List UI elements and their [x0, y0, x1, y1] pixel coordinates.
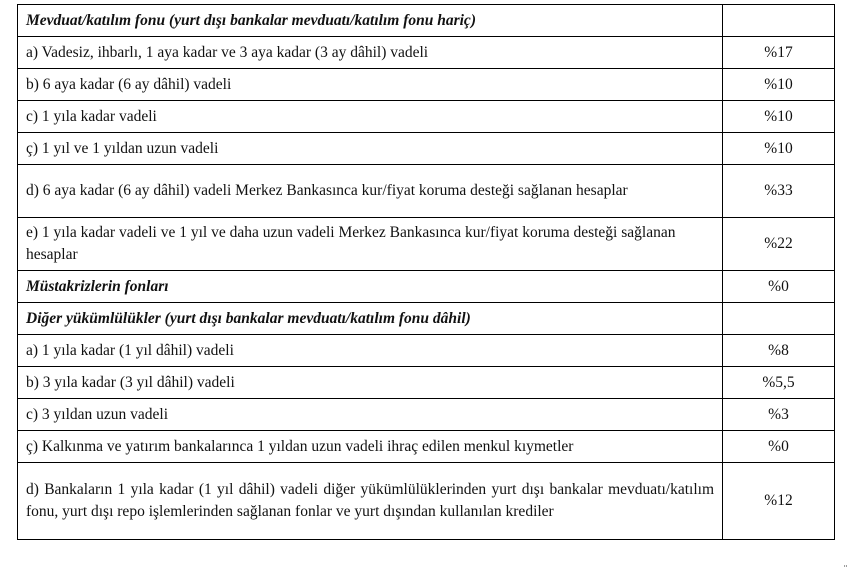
rate-cell: %10	[723, 69, 835, 101]
table-row	[18, 399, 835, 431]
section-header-lender-funds: Müstakrizlerin fonları	[18, 271, 723, 303]
rate-cell: %10	[723, 133, 835, 165]
table-row	[18, 271, 835, 303]
table-row	[18, 303, 835, 335]
table-row	[18, 5, 835, 37]
row-label: e) 1 yıla kadar vadeli ve 1 yıl ve daha uzun vadeli Merkez Bankasınca kur/fiyat koruma desteği sağlanan hesaplar	[18, 218, 723, 271]
section-header-deposits: Mevduat/katılım fonu (yurt dışı bankalar mevduatı/katılım fonu hariç)	[18, 5, 723, 37]
row-label: a) 1 yıla kadar (1 yıl dâhil) vadeli	[18, 335, 723, 367]
rate-cell: %5,5	[723, 367, 835, 399]
row-label: d) Bankaların 1 yıla kadar (1 yıl dâhil) vadeli diğer yükümlülüklerinden yurt dışı bankalar mevduatı/katılım fonu, yurt dışı repo işlemlerinden sağlanan fonlar ve yurt dışından kullanılan krediler	[18, 463, 723, 540]
table-row	[18, 101, 835, 133]
table-row	[18, 218, 835, 271]
row-label: b) 3 yıla kadar (3 yıl dâhil) vadeli	[18, 367, 723, 399]
row-label: d) 6 aya kadar (6 ay dâhil) vadeli Merkez Bankasınca kur/fiyat koruma desteği sağlanan hesaplar	[18, 165, 723, 218]
row-label: a) Vadesiz, ihbarlı, 1 aya kadar ve 3 aya kadar (3 ay dâhil) vadeli	[18, 37, 723, 69]
table-row	[18, 431, 835, 463]
row-label: b) 6 aya kadar (6 ay dâhil) vadeli	[18, 69, 723, 101]
row-label: c) 3 yıldan uzun vadeli	[18, 399, 723, 431]
section-header-other-liabilities: Diğer yükümlülükler (yurt dışı bankalar mevduatı/katılım fonu dâhil)	[18, 303, 723, 335]
rate-cell: %33	[723, 165, 835, 218]
rate-cell: %12	[723, 463, 835, 540]
table-row	[18, 165, 835, 218]
row-label: ç) Kalkınma ve yatırım bankalarınca 1 yıldan uzun vadeli ihraç edilen menkul kıymetler	[18, 431, 723, 463]
rate-cell: %0	[723, 271, 835, 303]
table-row	[18, 463, 835, 540]
table-row	[18, 69, 835, 101]
rate-cell: %0	[723, 431, 835, 463]
table-row	[18, 367, 835, 399]
rate-cell: %10	[723, 101, 835, 133]
table-row	[18, 335, 835, 367]
rate-cell: %22	[723, 218, 835, 271]
row-label: ç) 1 yıl ve 1 yıldan uzun vadeli	[18, 133, 723, 165]
row-label: c) 1 yıla kadar vadeli	[18, 101, 723, 133]
rate-cell: %8	[723, 335, 835, 367]
table-row	[18, 37, 835, 69]
rate-cell	[723, 303, 835, 335]
rate-cell: %17	[723, 37, 835, 69]
reserve-requirement-table	[17, 4, 835, 540]
rate-cell: %3	[723, 399, 835, 431]
table-row	[18, 133, 835, 165]
rate-cell	[723, 5, 835, 37]
footer-mark: ¨	[843, 565, 848, 576]
